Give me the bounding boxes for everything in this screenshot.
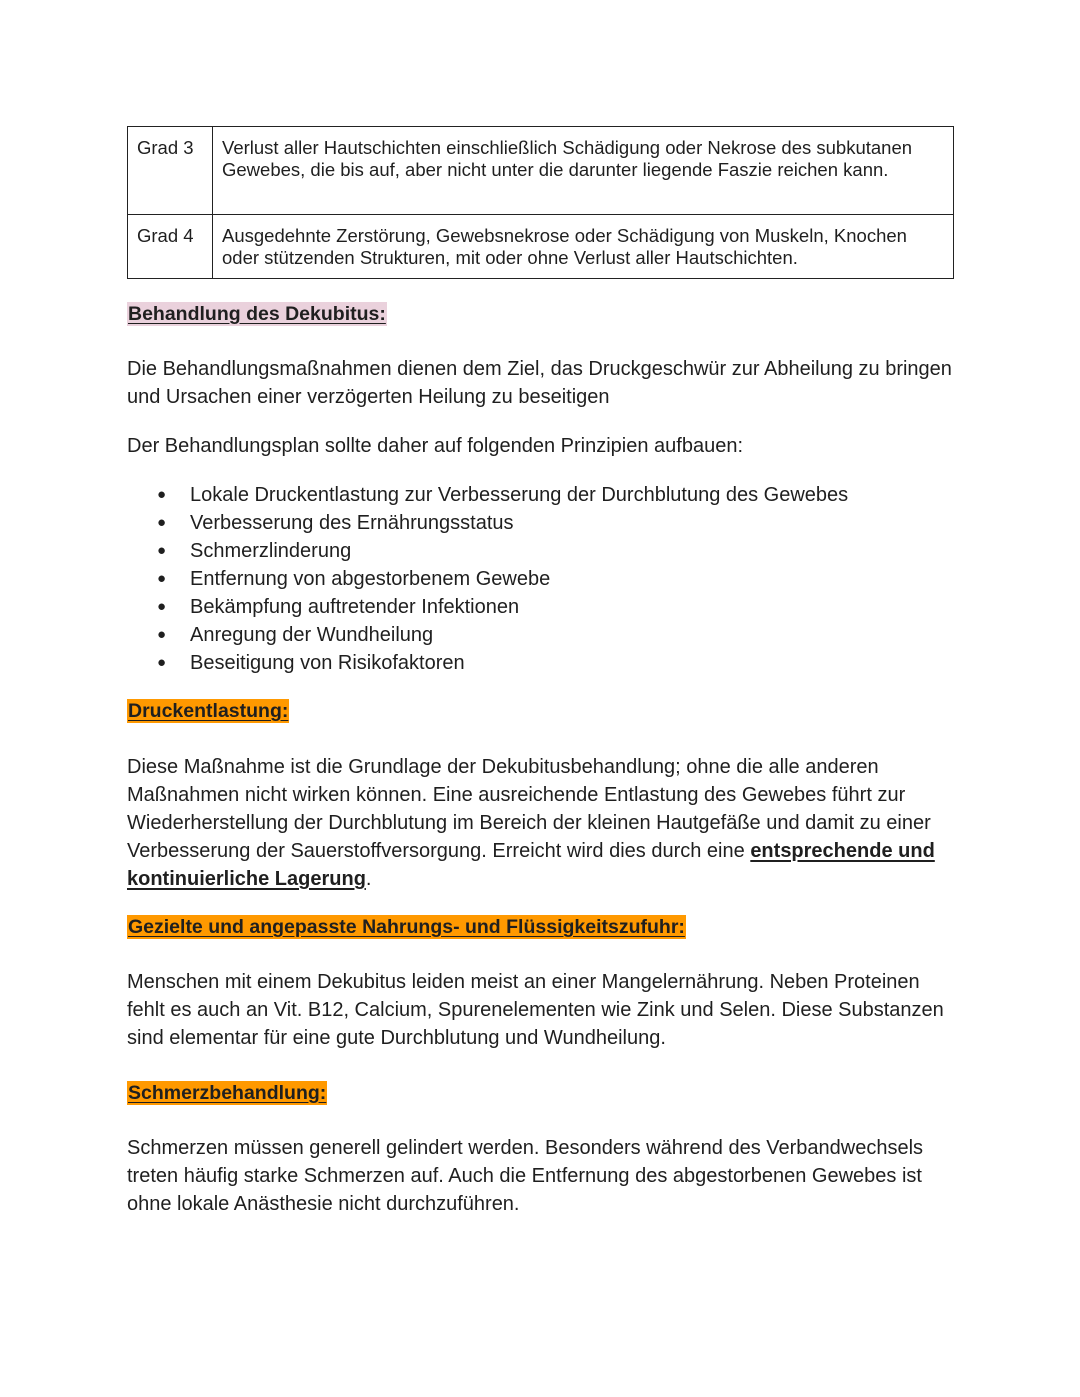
- list-item: ● Beseitigung von Risikofaktoren: [127, 649, 954, 677]
- druckentlastung-end: .: [365, 868, 372, 890]
- list-item: ● Schmerzlinderung: [127, 537, 954, 565]
- druckentlastung-text: [127, 753, 954, 893]
- list-item: ● Entfernung von abgestorbenem Gewebe: [127, 565, 954, 593]
- section-heading-druckentlastung: Druckentlastung:: [128, 700, 289, 722]
- schmerz-text: Schmerzen müssen generell gelindert werden. Besonders während des Verbandwechsels treten häufig starke Schmerzen auf. Auch die Entfernung des abgestorbenen Gewebes ist ohne lokale Anästhesie nicht durchzuführen.: [127, 1137, 924, 1215]
- list-item: ● Lokale Druckentlastung zur Verbesserung der Durchblutung des Gewebes: [127, 481, 954, 509]
- section-heading-ernaehrung: Gezielte und angepasste Nahrungs- und Flüssigkeitszufuhr:: [128, 916, 685, 938]
- list-item: ● Verbesserung des Ernährungsstatus: [127, 509, 954, 537]
- section-heading-schmerz: Schmerzbehandlung:: [128, 1082, 327, 1104]
- table-row: [128, 127, 954, 215]
- section-heading-behandlung: Behandlung des Dekubitus:: [128, 303, 386, 325]
- druckentlastung-emphasis: entsprechende und kontinuierliche Lagerung: [127, 840, 935, 890]
- grades-table: [127, 126, 954, 279]
- behandlung-intro: Die Behandlungsmaßnahmen dienen dem Ziel, das Druckgeschwür zur Abheilung zu bringen und Ursachen einer verzögerten Heilung zu beseitigen: [127, 358, 952, 408]
- grade-description: Verlust aller Hautschichten einschließlich Schädigung oder Nekrose des subkutanen Gewebes, die bis auf, aber nicht unter die darunter liegende Faszie reichen kann.: [213, 127, 954, 215]
- behandlung-plan-text: Der Behandlungsplan sollte daher auf folgenden Prinzipien aufbauen:: [127, 435, 744, 457]
- ernaehrung-text: Menschen mit einem Dekubitus leiden meist an einer Mangelernährung. Neben Proteinen fehlt es auch an Vit. B12, Calcium, Spurenelementen wie Zink und Selen. Diese Substanzen sind elementar für eine gute Durchblutung und Wundheilung.: [127, 971, 944, 1049]
- druckentlastung-body: Diese Maßnahme ist die Grundlage der Dekubitusbehandlung; ohne die alle anderen Maßnahmen nicht wirken können. Eine ausreichende Entlastung des Gewebes führt zur Wiederherstellung der Durchblutung im Bereich der kleinen Hautgefäße und damit zu einer Verbesserung der Sauerstoffversorgung. Erreicht wird dies durch eine: [127, 756, 931, 862]
- grade-label: Grad 4: [128, 215, 213, 279]
- grade-label: Grad 3: [128, 127, 213, 215]
- list-item: ● Bekämpfung auftretender Infektionen: [127, 593, 954, 621]
- grade-description: Ausgedehnte Zerstörung, Gewebsnekrose oder Schädigung von Muskeln, Knochen oder stützenden Strukturen, mit oder ohne Verlust aller Hautschichten.: [213, 215, 954, 279]
- list-item: ● Anregung der Wundheilung: [127, 621, 954, 649]
- principles-list: [127, 481, 954, 677]
- document-page: [127, 126, 954, 1218]
- table-row: [128, 215, 954, 279]
